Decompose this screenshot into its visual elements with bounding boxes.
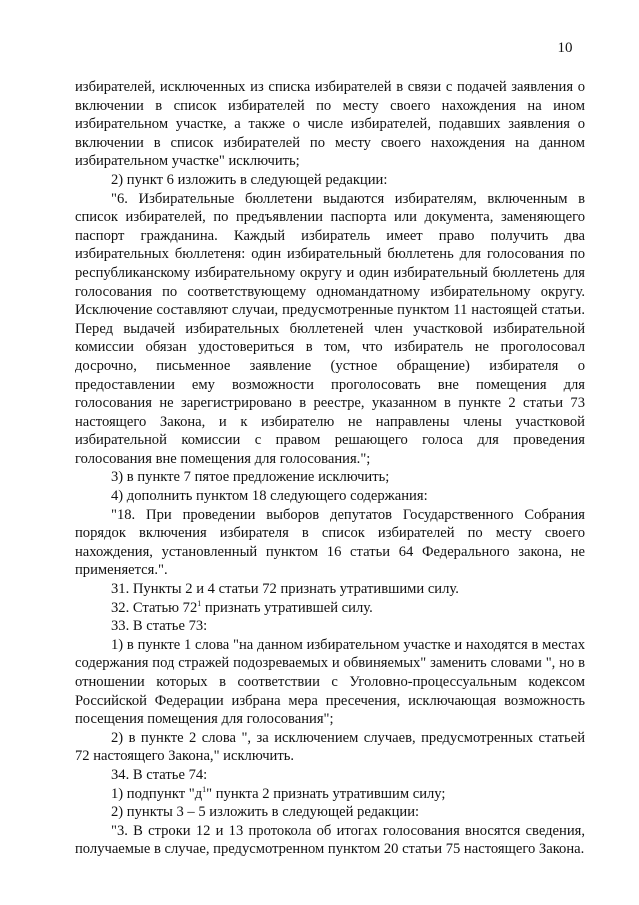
article-32-text-end: признать утратившей силу. <box>201 599 373 616</box>
paragraph-item-3: 3) в пункте 7 пятое предложение исключить; <box>111 469 390 486</box>
article-34-item-1-superscript: 1 <box>202 784 207 794</box>
paragraph-article-34: 34. В статье 74: <box>111 766 208 783</box>
page-number: 10 <box>557 40 573 56</box>
paragraph-article-33-item-1: 1) в пункте 1 слова "на данном избирательном участке и находятся в местах содержания под стражей подозреваемых и обвиняемых" заменить словами ", но в отношении которых в соответствии с Уголовно-процессуальным кодексом Российской Федерации избрана мера пресечения, исключающая возможность посещения помещения для голосования"; <box>75 636 585 728</box>
paragraph-article-34-item-2: 2) пункты 3 – 5 изложить в следующей редакции: <box>111 804 420 821</box>
article-34-item-1-text-end: " пункта 2 признать утратившим силу; <box>206 785 446 802</box>
article-32-text: 32. Статью 72 <box>111 599 198 616</box>
paragraph-item-4: 4) дополнить пунктом 18 следующего содержания: <box>111 488 428 505</box>
paragraph-quote-3: "3. В строки 12 и 13 протокола об итогах голосования вносятся сведения, получаемые в случае, предусмотренном пунктом 20 статьи 75 настоящего Закона. <box>75 822 585 858</box>
paragraph-article-33: 33. В статье 73: <box>111 618 208 635</box>
document-body <box>75 78 585 859</box>
paragraph-quote-18: "18. При проведении выборов депутатов Государственного Собрания порядок включения избирателя в список избирателей по месту своего нахождения, установленный пунктом 16 статьи 64 Федерального закона, не применяется.". <box>75 506 585 579</box>
paragraph-article-32 <box>75 599 585 618</box>
article-34-item-1-text: 1) подпункт "д <box>111 785 203 802</box>
paragraph-continuation: избирателей, исключенных из списка избирателей в связи с подачей заявления о включении в список избирателей по месту своего нахождения на ином избирательном участке, а также о числе избирателей, подавших заявления о включении в список избирателей по месту своего нахождения на данном избирательном участке" исключить; <box>75 79 585 170</box>
paragraph-quote-6: "6. Избирательные бюллетени выдаются избирателям, включенным в список избирателей, по предъявлении паспорта или документа, заменяющего паспорт гражданина. Каждый избиратель имеет право получить два избирательных бюллетеня: один избирательный бюллетень для голосования по республиканскому избирательному округу и один избирательный бюллетень для голосования по соответствующему одномандатному избирательному округу. Исключение составляют случаи, предусмотренные пунктом 11 настоящей статьи. Перед выдачей избирательных бюллетеней член участковой избирательной комиссии обязан удостовериться в том, что избиратель не проголосовал досрочно, письменное заявление (устное обращение) избирателя о предоставлении ему возможности проголосовать вне помещения для голосования не зарегистрировано в реестре, указанном в пункте 2 статьи 73 настоящего Закона, и к избирателю не направлены члены участковой избирательной комиссии с правом решающего голоса для проведения голосования вне помещения для голосования."; <box>75 190 585 467</box>
paragraph-article-31: 31. Пункты 2 и 4 статьи 72 признать утратившими силу. <box>111 581 459 598</box>
paragraph-item-2: 2) пункт 6 изложить в следующей редакции: <box>111 171 388 188</box>
paragraph-article-33-item-2: 2) в пункте 2 слова ", за исключением случаев, предусмотренных статьей 72 настоящего Закона," исключить. <box>75 729 585 765</box>
paragraph-article-34-item-1 <box>75 785 585 804</box>
article-32-superscript: 1 <box>197 598 202 608</box>
